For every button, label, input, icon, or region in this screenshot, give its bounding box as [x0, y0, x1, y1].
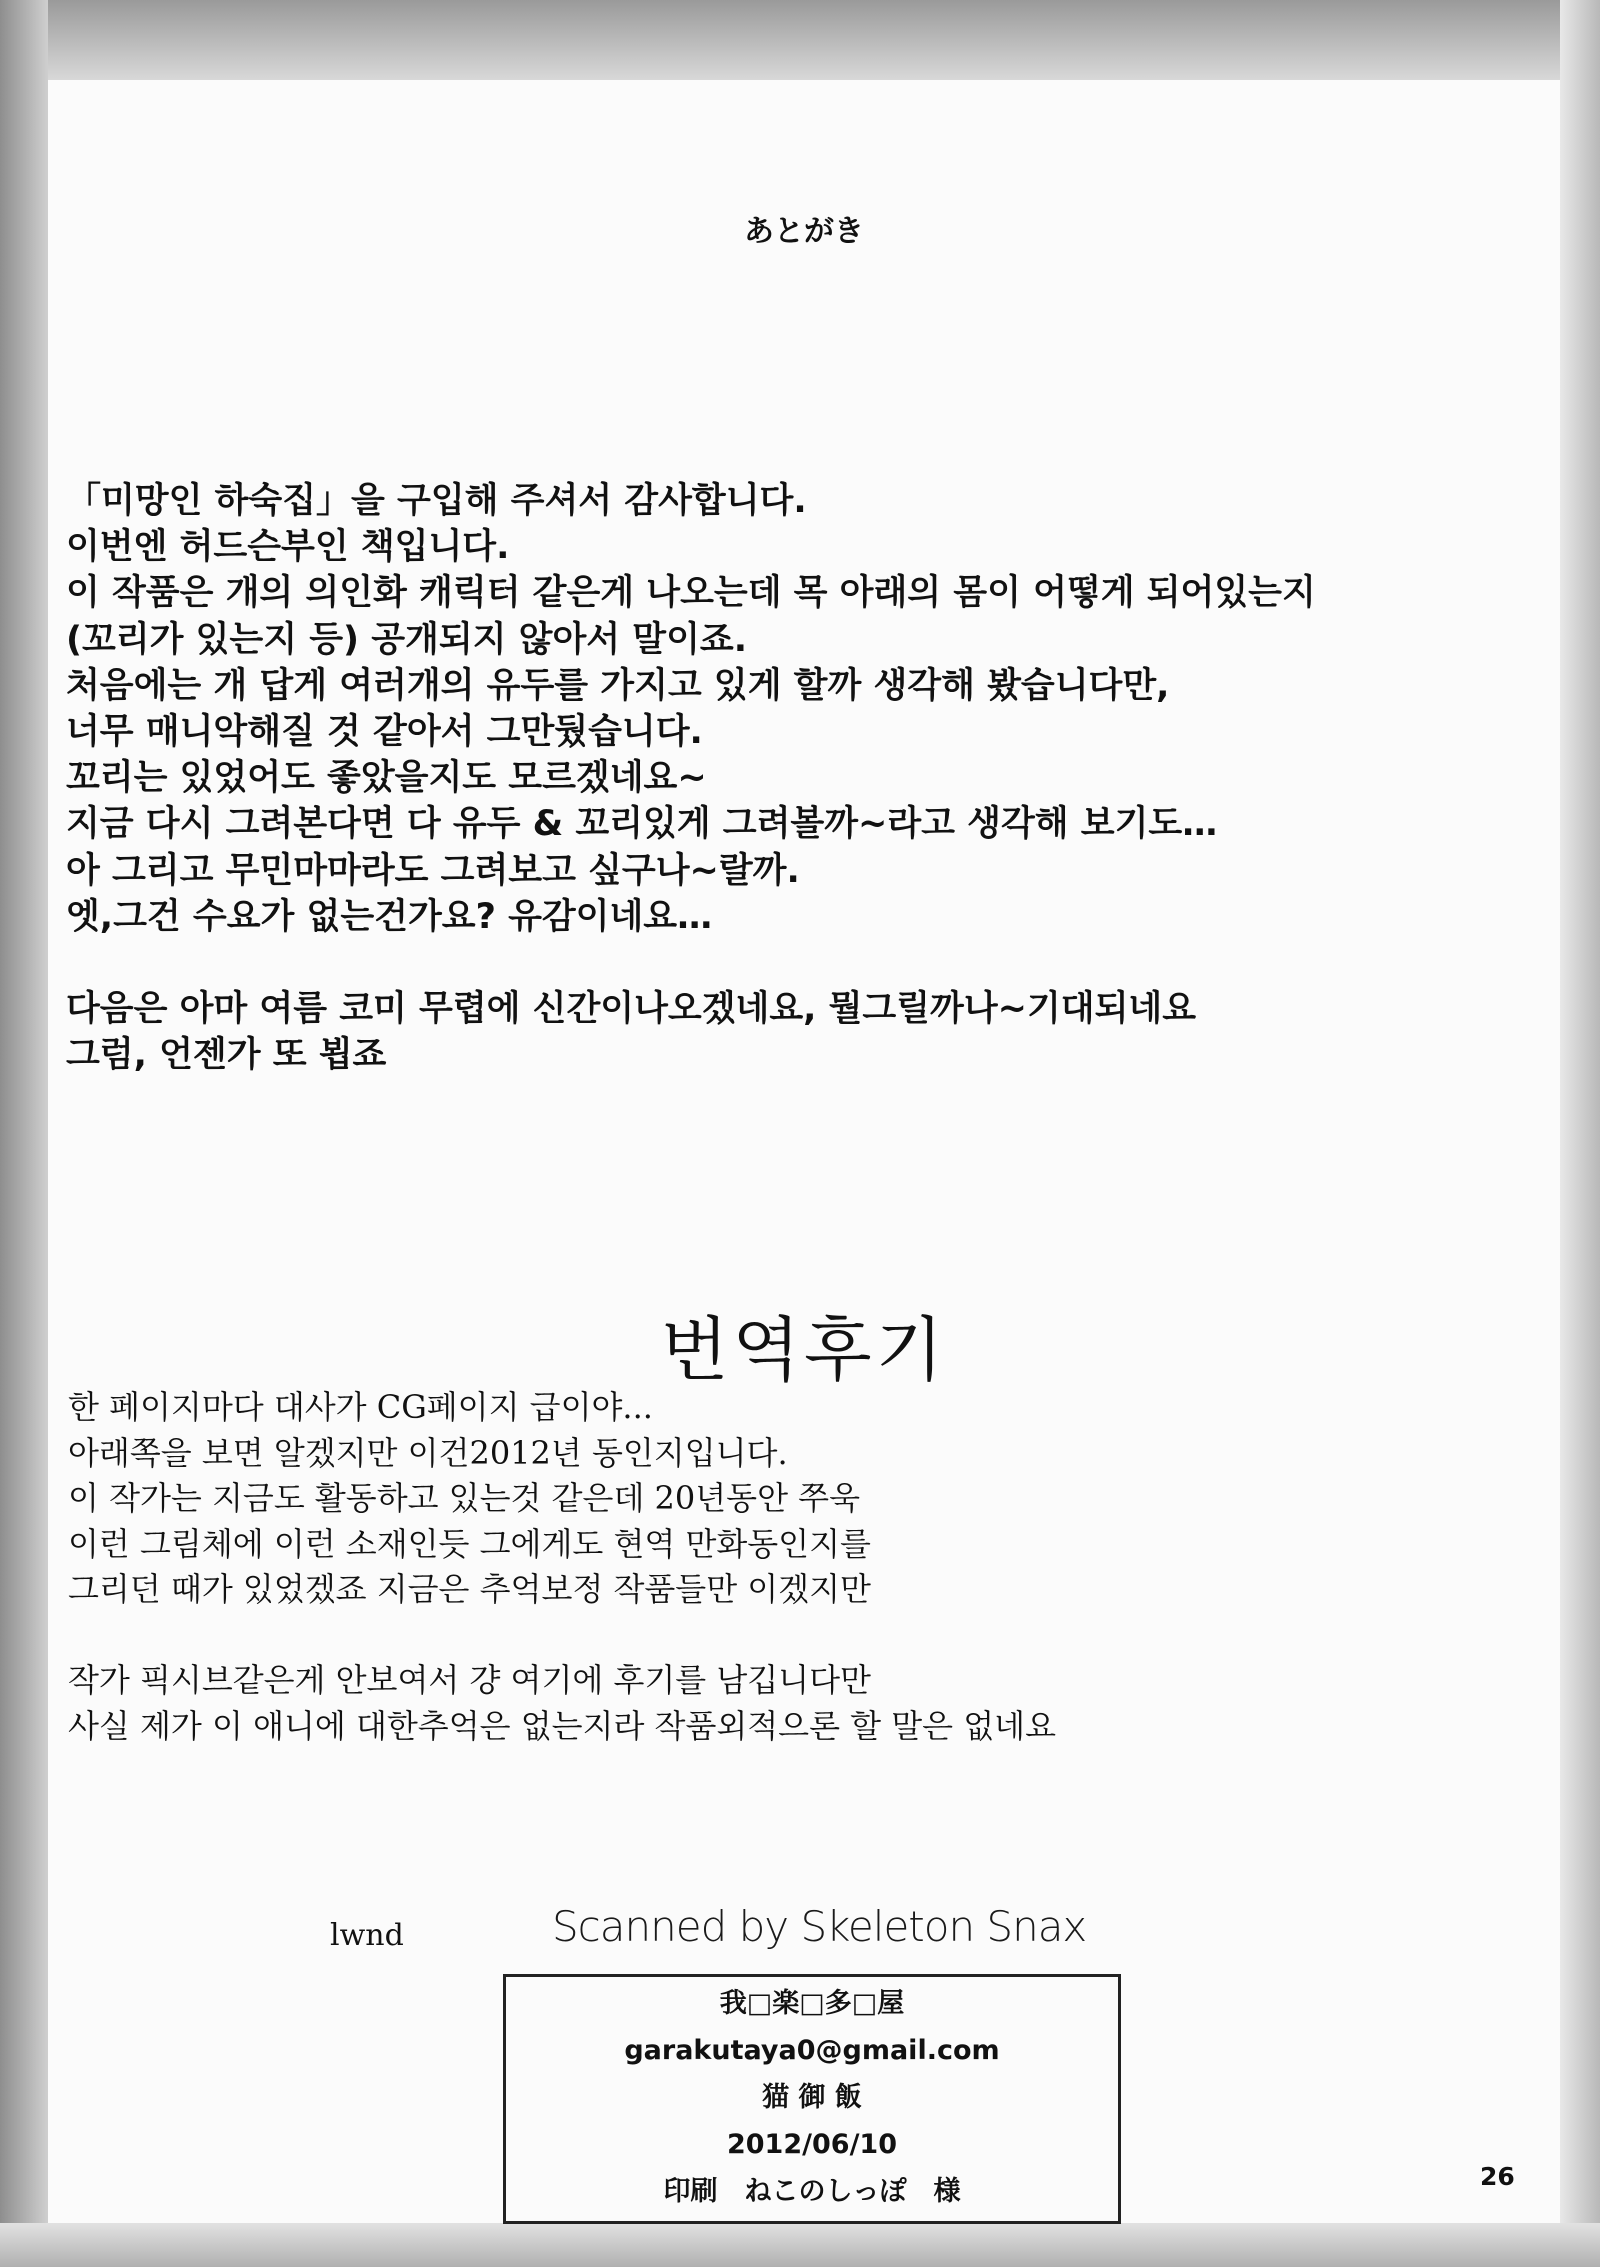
afterword-title: あとがき: [744, 214, 864, 249]
page-sheet: [48, 80, 1560, 2223]
afterword-line: 아 그리고 무민마마라도 그려보고 싶구나~랄까.: [66, 850, 800, 891]
scanner-credit: Scanned by Skeleton Snax: [552, 1902, 1087, 1951]
translator-note-line: 한 페이지마다 대사가 CG페이지 급이야...: [68, 1388, 653, 1426]
scan-edge-left: [0, 0, 48, 2267]
afterword-line: 「미망인 하숙집」을 구입해 주셔서 감사합니다.: [66, 481, 807, 521]
afterword-line: 지금 다시 그려본다면 다 유두 & 꼬리있게 그려볼까~라고 생각해 보기도…: [66, 804, 1218, 845]
afterword-line: 처음에는 개 답게 여러개의 유두를 가지고 있게 할까 생각해 봤습니다만,: [66, 665, 1170, 706]
translator-note-line: 아래쪽을 보면 알겠지만 이건2012년 동인지입니다.: [68, 1433, 788, 1472]
translator-closing-line: 작가 픽시브같은게 안보여서 걍 여기에 후기를 남깁니다만: [68, 1661, 871, 1699]
afterword-line: 엣,그건 수요가 없는건가요? 유감이네요…: [66, 896, 713, 937]
colophon-printer: 印刷 ねこのしっぽ 様: [663, 2176, 961, 2207]
translator-closing-line: 사실 제가 이 애니에 대한추억은 없는지라 작품외적으론 할 말은 없네요: [68, 1706, 1056, 1745]
afterword-line: (꼬리가 있는지 등) 공개되지 않아서 말이죠.: [66, 619, 747, 660]
afterword-body: [66, 478, 1566, 1078]
translator-notes-title: 번역후기: [660, 1309, 948, 1391]
colophon-author: 猫 御 飯: [762, 2082, 862, 2113]
colophon-circle: 我□楽□多□屋: [719, 1988, 905, 2019]
translator-note-line: 이 작가는 지금도 활동하고 있는것 같은데 20년동안 쭈욱: [68, 1479, 860, 1517]
afterword-line: 너무 매니악해질 것 같아서 그만뒀습니다.: [66, 711, 703, 752]
scan-edge-right: [1560, 0, 1600, 2267]
translator-note-line: 그리던 때가 있었겠죠 지금은 추억보정 작품들만 이겠지만: [68, 1570, 871, 1608]
afterword-closing-line: 그럼, 언젠가 또 뵙죠: [66, 1035, 387, 1076]
translator-note-line: 이런 그림체에 이런 소재인듯 그에게도 현역 만화동인지를: [68, 1524, 871, 1563]
colophon-date: 2012/06/10: [726, 2129, 897, 2160]
translator-notes-body: [68, 1385, 1548, 1749]
afterword-closing-line: 다음은 아마 여름 코미 무렵에 신간이나오겠네요, 뭘그릴까나~기대되네요: [66, 989, 1197, 1030]
paragraph-gap: [68, 1613, 1548, 1659]
scan-edge-top: [0, 0, 1600, 80]
colophon-email: garakutaya0@gmail.com: [624, 2035, 1000, 2066]
scan-edge-bottom: [0, 2223, 1600, 2267]
page-number: 26: [1480, 2162, 1515, 2191]
afterword-line: 이 작품은 개의 의인화 캐릭터 같은게 나오는데 목 아래의 몸이 어떻게 되어있는지: [66, 573, 1316, 614]
paragraph-gap: [66, 940, 1566, 986]
colophon-box: [503, 1974, 1121, 2224]
afterword-line: 꼬리는 있었어도 좋았을지도 모르겠네요~: [66, 758, 707, 799]
translator-credit: lwnd: [330, 1918, 404, 1953]
afterword-line: 이번엔 허드슨부인 책입니다.: [66, 527, 510, 568]
